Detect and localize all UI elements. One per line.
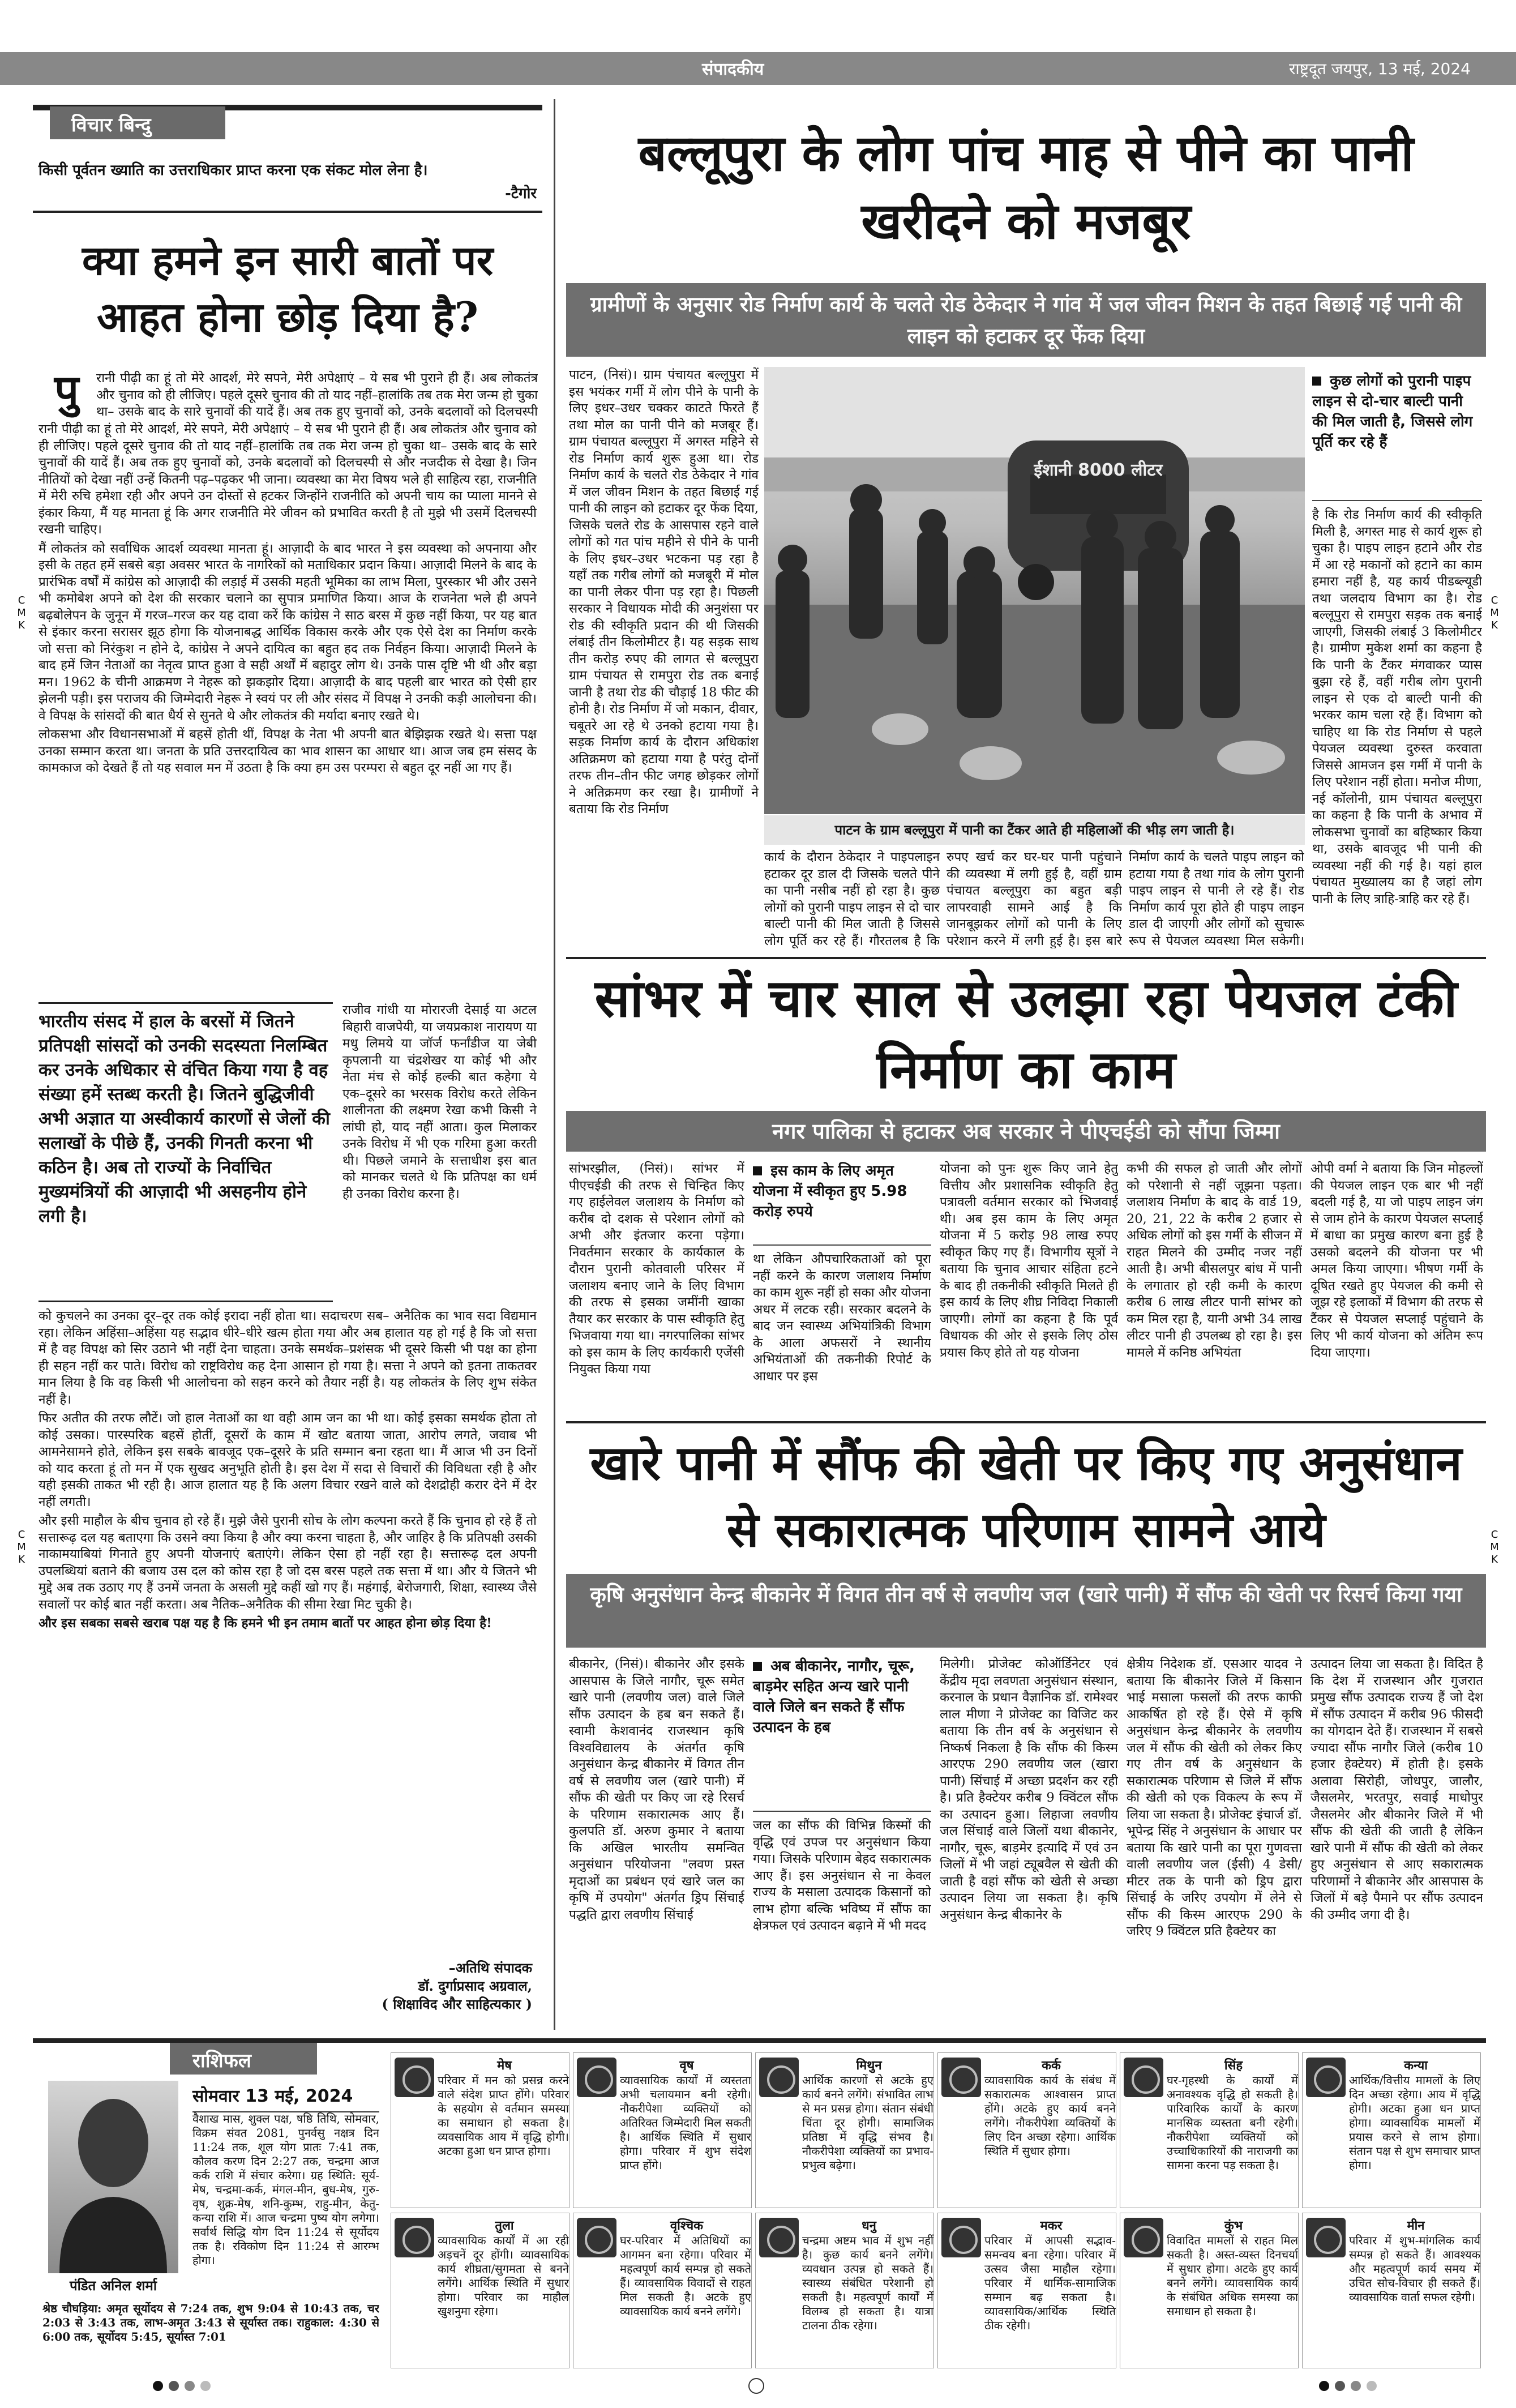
column-divider (554, 99, 555, 2030)
story1-bottom-col-3: निर्माण कार्य के चलते पाइप लाइन को हटाया गया है तथा गांव के लोग पुरानी पाइप लाइन से पानी ले रहे हैं। रोड निर्माण कार्य पूरा होते ही पाइप लाइन डाल दी जाएगी और लोगों को सुचारू रूप से पेयजल व्यवस्था मिल सकेगी। (1129, 850, 1304, 948)
story3-pull-quote: अब बीकानेर, नागौर, चूरू, बाड़मेर सहित अन्य खारे पानी वाले जिले बन सकते हैं सौंफ उत्पादन के हब (753, 1656, 931, 1812)
rashi-text: परिवार में मन को प्रसन्न करने वाले संदेश प्राप्त होंगे। परिवार के सहयोग से वर्तमान समस्या का समाधान हो सकता है। व्यवसायिक आय में वृद्धि होगी। अटका हुआ धन प्राप्त होगा। (438, 2073, 569, 2158)
dot (153, 2381, 163, 2391)
registration-target-icon (748, 2378, 764, 2394)
rashifal-grid (391, 2052, 1486, 2369)
rashi-text: व्यावसायिक कार्यों में आ रही अड़चनें दूर होंगी। व्यावसायिक कार्य शीघ्रता/सुगमता से बनने लगेंगे। आर्थिक स्थिति में सुधार होगा। परिवार का माहौल खुशनुमा रहेगा। (438, 2234, 569, 2318)
story3-col-5: उत्पादन लिया जा सकता है। विदित है कि देश में राजस्थान और गुजरात प्रमुख सौंफ उत्पादक राज्य हैं जो देश में सौंफ उत्पादन में करीब 96 फीसदी का योगदान देते हैं। राजस्थान में सबसे ज्यादा सौंफ नागौर जिले (करीब 10 हजार हेक्टेयर) में होती है। इसके अलावा सिरोही, जोधपुर, जालौर, जैसलमेर, भरतपुर, सवाई माधोपुर जैसलमेर और बीकानेर जिले में भी सौंफ की खेती की जाती है लेकिन खारे पानी में सौंफ की खेती को लेकर हुए अनुसंधान से आए सकारात्मक परिणामों ने बीकानेर और आसपास के जिलों में बड़े पैमाने पर सौंफ उत्पादन की उम्मीद जगा दी है। (1311, 1657, 1483, 1922)
registration-mark-left-top: C M K (17, 594, 26, 631)
rashi-text: घर-गृहस्थी के कार्यों में अनावश्यक वृद्धि हो सकती है। पारिवारिक कार्यों के कारण मानसिक व्यस्तता बनी रहेगी। नौकरीपेशा व्यक्तियों को उच्चाधिकारियों की नाराजगी का सामना करना पड़ सकता है। (1167, 2073, 1298, 2172)
rashi-cell (937, 2052, 1116, 2208)
tanker-scene-illustration (764, 367, 1305, 814)
story1-headline: बल्लूपुरा के लोग पांच माह से पीने का पानी खरीदने को मजबूर (638, 123, 1414, 250)
panchang-text: वैशाख मास, शुक्ल पक्ष, षष्ठि तिथि, सोमवार, विक्रम संवत 2081, पुनर्वसु नक्षत्र दिन 11:24 तक, शूल योग प्रातः 7:41 तक, कौलव करण दिन 2:27 तक, चन्द्रमा आज कर्क राशि में संचार करेगा। ग्रह स्थिति: सूर्य-मेष, चन्द्रमा-कर्क, मंगल-मीन, बुध-मेष, गुरु-वृष, शुक्र-मेष, शनि-कुम्भ, राहु-मीन, केतु-कन्या राशि में। आज चन्द्रमा पुष्य योग लगेगा। सर्वार्थ सिद्धि योग दिन 11:24 से सूर्योदय तक है। रविकोण दिन 11:24 से आरम्भ होगा। (192, 2112, 379, 2267)
rashi-cell (1302, 2213, 1481, 2368)
rashi-name: तुला (495, 2219, 514, 2233)
rashi-cell (755, 2213, 934, 2368)
zodiac-icon (1306, 2218, 1346, 2257)
story2-pull-quote: इस काम के लिए अमृत योजना में स्वीकृत हुए 5.98 करोड़ रुपये (753, 1161, 931, 1246)
divider (33, 211, 542, 213)
registration-mark-left-bottom: C M K (17, 1529, 26, 1566)
rashi-name: मिथुन (856, 2059, 882, 2073)
rashi-cell (1302, 2052, 1481, 2208)
editorial-para-1: रानी पीढ़ी का हूं तो मेरे आदर्श, मेरे सपने, मेरी अपेक्षाएं – ये सब भी पुराने ही हैं। अब लोकतंत्र और चुनाव को ही लीजिए। पहले दूसरे चुनाव की तो याद नहीं–हालांकि तब तक मेरा जन्म हो चुका था– उसके बाद के सारे चुनावों की यादें हैं। अब तक हुए चुनावों को, उनके बदलावों को दिलचस्पी से और नजदीक से देखा है। जिन नीतियों को देखा नहीं उन्हें कितनी पढ़–पढ़कर भी जाना। व्यवस्था का मेरा विषय भले ही साहित्य रहा, राजनीति में मेरी रुचि हमेशा रही और अपने उन दोस्तों से हटकर जिन्होंने राजनीति को अपनी चाय का प्याला मानने से इंकार किया, मैं यह मानता हूं कि अगर राजनीति मेरे जीवन को प्रभावित करती है तो मुझे भी उसमें दिलचस्पी रखनी चाहिए। (38, 422, 537, 537)
rashi-text: चन्द्रमा अष्टम भाव में शुभ नहीं है। कुछ कार्य बनने लगेंगे। व्यवधान उत्पन्न हो सकते हैं। स्वास्थ्य संबंधित परेशानी हो सकती है। महत्वपूर्ण कार्यों में विलम्ब हो सकता है। यात्रा टालना ठीक रहेगा। (802, 2234, 933, 2332)
rashi-name: कन्या (1404, 2059, 1428, 2073)
rashi-text: परिवार में शुभ-मांगलिक कार्य सम्पन्न हो सकते हैं। आवश्यक और महत्वपूर्ण कार्य समय में उचित सोच-विचार ही सकते हैं। व्यावसायिक वार्ता सफल रहेगी। (1349, 2234, 1480, 2304)
story2-col-1: सांभरझील, (निसं)। सांभर में पीएचईडी की तरफ से चिन्हित किए गए हाईलेवल जलाशय के निर्माण को करीब दो दशक से परेशान लोगों को अभी और इंतजार करना पड़ेगा। निवर्तमान सरकार के कार्यकाल के दौरान पुरानी कोतवाली परिसर में जलाशय बनाए जाने के लिए विभाग की तरफ से इसका जमींनी खाका तैयार कर सरकार के पास स्वीकृति हेतु भिजवाया गया था। नगरपालिका सांभर को इस काम के लिए कार्यकारी एजेंसी नियुक्त किया गया (569, 1161, 744, 1376)
signature-name: डॉ. दुर्गाप्रसाद अग्रवाल, (418, 1978, 532, 1994)
editorial-para-5: फिर अतीत की तरफ लौटें। जो हाल नेताओं का था वही आम जन का भी था। कोई इसका समर्थक होता तो कोई उसका। पारस्परिक बहसें होतीं, दूसरों के काम में खोट बताया जाता, आरोप लगते, जवाब भी आमनेसामने होते, लेकिन इस सबके बावजूद एक–दूसरे के प्रति सम्मान बना रहता था। मैं आज भी उन दिनों को याद करता हूं तो मन में एक सुखद अनुभूति होती है। इस देश में सदा से विचारों की विविधता रही है और यही इसकी ताकत भी रही है। आज हालात यह है कि अलग विचार रखने वाले को देशद्रोही करार देने में देर नहीं लगती। (38, 1411, 537, 1509)
bullet-square-icon (1312, 377, 1321, 386)
editorial-side-column: राजीव गांधी या मोरारजी देसाई या अटल बिहारी वाजपेयी, या जयप्रकाश नारायण या मधु लिमये या जॉर्ज फर्नांडीज या जेबी कृपलानी या चंद्रशेखर या कोई भी और नेता मंच से कोई हल्की बात कहेगा ये एक–दूसरे का भरसक विरोध करते लेकिन शालीनता की लक्ष्मण रेखा कभी किसी ने लांघी हो, याद नहीं आता। कुल मिलाकर उनके विरोध में भी एक गरिमा हुआ करती थी। पिछले जमाने के सत्ताधीश इस बात को मानकर चलते थे कि प्रतिपक्ष का धर्म ही उनका विरोध करना है। (342, 1003, 537, 1201)
zodiac-icon (1124, 2058, 1163, 2097)
rashi-name: कुंभ (1224, 2219, 1243, 2233)
story2-col-5: ओपी वर्मा ने बताया कि जिन मोहल्लों की पेयजल लाइन एक बार भी नहीं बदली गई है, या जो पाइप लाइन जंग से जाम होने के कारण पेयजल सप्लाई में बाधा का प्रमुख कारण बना हुई है उसको बदलने की योजना पर भी अमल किया जाएगा। भीषण गर्मी के दूषित रखते हुए पेयजल की कमी से जूझ रहे इलाकों में विभाग की तरफ से टैंकर से पेयजल सप्लाई पहुंचाने के लिए भी कार्य योजना को अंतिम रूप दिया जाएगा। (1311, 1161, 1483, 1360)
color-dots-left (153, 2381, 216, 2393)
editorial-pull-quote: भारतीय संसद में हाल के बरसों में जितने प्रतिपक्षी सांसदों को उनकी सदस्यता निलम्बित कर उनके अधिकार से वंचित किया गया है वह संख्या हमें स्तब्ध करती है। जितने बुद्धिजीवी अभी अज्ञात या अस्वीकार्य कारणों से जेलों की सलाखों के पीछे हैं, उनकी गिनती करना भी कठिन है। अब तो राज्यों के निर्वाचित मुख्यमंत्रियों की आज़ादी भी असहनीय होने लगी है। (38, 1002, 333, 1302)
astrologer-name: पंडित अनिल शर्मा (69, 2278, 157, 2294)
rashi-name: धनु (862, 2219, 876, 2233)
signature-title: ( शिक्षाविद और साहित्यकार ) (382, 1996, 532, 2012)
section-bar (0, 52, 1516, 85)
section-title: संपादकीय (702, 59, 764, 79)
auspicious-times: श्रेष्ठ चौघड़िया: अमृत सूर्योदय से 7:24 तक, शुभ 9:04 से 10:43 तक, चर 2:03 से 3:43 तक, लाभ-अमृत 3:43 से सूर्यास्त तक। राहुकाल: 4:30 से 6:00 तक, सूर्योदय 5:45, सूर्यास्त 7:01 (42, 2302, 379, 2343)
story1-bottom-col-1: कार्य के दौरान ठेकेदार ने पाइपलाइन हटाकर दूर डाल दी जिसके चलते पीने का पानी नसीब नहीं हो रहा है। कुछ लोगों को पुरानी पाइप लाइन से दो चार बाल्टी पानी की मिल जाती है जिससे लोग पूर्ति कर रहे हैं। गौरतलब है कि (764, 850, 940, 948)
dot (1351, 2381, 1361, 2391)
editorial-para-2: मैं लोकतंत्र को सर्वाधिक आदर्श व्यवस्था मानता हूं। आज़ादी के बाद भारत ने इस व्यवस्था को अपनाया और इसी के तहत हमें सबसे बड़ा अवसर भारत के नागरिकों को मताधिकार प्रदान किया। आज़ादी मिलने के बाद के प्रारंभिक वर्षों में कांग्रेस को आज़ादी की लड़ाई में उसकी महती भूमिका का लाभ मिला, पुरस्कार भी और उसने भी कमोबेश अपने को देश की सरकार चलाने का सुपात्र प्रमाणित किया। आज के राजनेता भले ही अपने बढ़बोलेपन के जुनून में गरज–गरज कर यह दावा करें कि कांग्रेस ने साठ बरस में कुछ नहीं किया, पर यह बात से इंकार करना सरासर झूठ होगा कि योजनाबद्ध आर्थिक विकास करके और एक ऐसे देश का निर्माण करके जो सत्ता को निरंकुश न होने दे, कांग्रेस ने अपने दायित्व का बहुत हद तक निर्वहन किया। आज़ादी मिलने के बाद हमें जिन नेताओं का नेतृत्व प्राप्त हुआ वे सही अर्थों में बहादुर लोग थे। उनके पास दृष्टि भी थी और बड़ा मन। 1962 के चीनी आक्रमण ने नेहरू को झकझोर दिया। आज़ादी के बाद पहली बार भारत को ऐसी हार झेलनी पड़ी। इस पराजय की जिम्मेदारी नेहरू ने स्वयं पर ली और संसद में विपक्ष ने उनकी कड़ी आलोचना की। वे विपक्ष के सांसदों की बात धैर्य से सुनते थे और लोकतंत्र की मर्यादा बनाए रखते थे। (38, 541, 537, 723)
story3-deck: कृषि अनुसंधान केन्द्र बीकानेर में विगत तीन वर्ष से लवणीय जल (खारे पानी) में सौंफ की खेती पर रिसर्च किया गया (566, 1574, 1486, 1648)
rashi-cell (573, 2052, 752, 2208)
zodiac-icon (941, 2058, 981, 2097)
vichar-tab: विचार बिन्दु (50, 106, 225, 139)
divider (33, 2038, 1486, 2043)
page-date: राष्ट्रदूत जयपुर, 13 मई, 2024 (1288, 59, 1471, 78)
editorial-para-4: को कुचलने का उनका दूर–दूर तक कोई इरादा नहीं होता था। सदाचरण सब– अनैतिक का भाव सदा विद्यमान रहा। लेकिन अहिंसा–अहिंसा यह सद्भाव धीरे–धीरे खत्म होता गया और अब हालात यह हो गई है कि जो सत्ता में है वह विपक्ष को सिर उठाने भी नहीं देना चाहता। उनके समर्थक–प्रशंसक भी दूसरे किसी भी पक्ष का होना ही सहन नहीं कर पाते। विरोध को राष्ट्रविरोध कह देना आसान हो गया है। सत्ता ने अपने को इतना ताकतवर मान लिया है कि वह किसी भी आलोचना को सहन करने को तैयार नहीं है। यह लोकतंत्र के लिए शुभ संकेत नहीं है। (38, 1308, 537, 1407)
signature-role: –अतिथि संपादक (448, 1960, 532, 1976)
story1-pull-quote: कुछ लोगों को पुरानी पाइप लाइन से दो-चार बाल्टी पानी की मिल जाती है, जिससे लोग पूर्ति कर रहे हैं (1312, 371, 1482, 501)
story1-deck: ग्रामीणों के अनुसार रोड निर्माण कार्य के चलते रोड ठेकेदार ने गांव में जल जीवन मिशन के तहत बिछाई गई पानी की लाइन को हटाकर दूर फेंक दिया (566, 283, 1486, 357)
story2-col-4: कभी की सफल हो जाती और लोगों को परेशानी से नहीं जूझना पड़ता। जलाशय निर्माण के बाद के वार्ड 19, 20, 21, 22 के करीब 2 हजार से अधिक लोगों को इस गर्मी के सीजन में राहत मिलने की उम्मीद नजर नहीं आती है। अभी बीसलपुर बांध में पानी के लगातार हो रही कमी के कारण करीब 6 लाख लीटर पानी सांभर को कम मिल रहा है, यानी अभी 34 लाख लीटर पानी ही उपलब्ध हो रहा है। इस मामले में कनिष्ठ अभियंता (1127, 1161, 1302, 1360)
rashi-cell (1120, 2213, 1299, 2368)
story1-col-4: है कि रोड निर्माण कार्य की स्वीकृति मिली है, अगस्त माह से कार्य शुरू हो चुका है। पाइप लाइन हटाने और रोड में आ रहे मकानों को हटाने का काम हमारा नहीं है, यह कार्य पीडब्ल्यूडी तथा जलदाय विभाग का है। रोड बल्लूपुरा से रामपुरा सड़क तक बनाई जाएगी, जिसकी लंबाई 3 किलोमीटर है। ग्रामीण मुकेश शर्मा का कहना है कि पानी के टैंकर मंगवाकर प्यास बुझा रहे हैं, वहीं गरीब लोग पुरानी लाइन से एक दो बाल्टी पानी की भरकर काम चला रहे हैं। विभाग को चाहिए था कि रोड निर्माण से पहले पेयजल व्यवस्था दुरुस्त करवाता जिससे आमजन इस गर्मी में पानी के लिए परेशान नहीं होता। मनोज मीणा, नई कॉलोनी, ग्राम पंचायत बल्लूपुरा का कहना है कि पानी के अभाव में लोकसभा चुनावों का बहिष्कार किया था, उसके बावजूद भी पानी की व्यवस्था नहीं की गई है। यहां हाल पंचायत मुख्यालय का है जहां लोग पानी के लिए त्राहि-त्राहि कर रहे हैं। (1312, 507, 1482, 906)
rashi-name: वृष (679, 2059, 694, 2073)
divider (566, 1421, 1486, 1423)
story2-col-3: योजना को पुनः शुरू किए जाने हेतु वित्तीय और प्रशासनिक स्वीकृति हेतु पत्रावली वर्तमान सरकार को भिजवाई थी। अब इस काम के लिए अमृत योजना में 5 करोड़ 98 लाख रुपए स्वीकृत किए गए हैं। विभागीय सूत्रों ने बताया कि चुनाव आचार संहिता हटने के बाद ही तकनीकी स्वीकृति मिलते ही इस कार्य के लिए शीघ्र निविदा निकाली जाएगी। लोगों का कहना है कि पूर्व विधायक की ओर से इसके लिए ठोस प्रयास किए होते तो यह योजना (940, 1161, 1118, 1360)
rashi-text: आर्थिक कारणों से अटके हुए कार्य बनने लगेंगे। संभावित लाभ से मन प्रसन्न होगा। संतान संबंधी चिंता दूर होगी। सामाजिक प्रतिष्ठा में वृद्धि संभव है। नौकरीपेशा व्यक्तियों का प्रभाव-प्रभुत्व बढ़ेगा। (802, 2073, 933, 2172)
tanker-label: ईशानी 8000 लीटर (1034, 460, 1163, 480)
editorial-para-1a: रानी पीढ़ी का हूं तो मेरे आदर्श, मेरे सपने, मेरी अपेक्षाएं – ये सब भी पुराने ही हैं। अब लोकतंत्र और चुनाव को ही लीजिए। पहले दूसरे चुनाव की तो याद नहीं–हालांकि तब तक मेरा जन्म हो चुका था– उसके बाद के सारे चुनावों की यादें हैं। अब तक हुए चुनावों को, उनके बदलावों को दिलचस्पी (96, 371, 538, 419)
rashi-cell (391, 2052, 569, 2208)
rashi-text: विवादित मामलों से राहत मिल सकती है। अस्त-व्यस्त दिनचर्या में सुधार होगा। अटके हुए कार्य बनने लगेंगे। व्यावसायिक कार्य के संबंधित अधिक समस्या का समाधान हो सकता है। (1167, 2234, 1298, 2318)
story3-col-4: क्षेत्रीय निदेशक डॉ. एसआर यादव ने बताया कि बीकानेर जिले में किसान भाई मसाला फसलों की तरफ काफी आकर्षित हो रहे हैं। ऐसे में कृषि अनुसंधान केन्द्र बीकानेर के लवणीय जल में सौंफ की खेती को लेकर किए गए तीन वर्ष के अनुसंधान के सकारात्मक परिणाम से जिले में सौंफ की खेती को एक विकल्प के रूप में लिया जा सकता है। प्रोजेक्ट इंचार्ज डॉ. भूपेन्द्र सिंह ने अनुसंधान के आधार पर बताया कि खारे पानी का पूरा गुणवत्ता वाली लवणीय जल (ईसी) 4 डेसी/मीटर तक के पानी को ड्रिप द्वारा सिंचाई के जरिए उपयोग में लेने से सौंफ की किस्म आरएफ 290 के जरिए 9 क्विंटल प्रति हैक्टेयर का (1127, 1657, 1302, 1939)
dot (200, 2381, 211, 2391)
story2-col-2: था लेकिन औपचारिकताओं को पूरा नहीं करने के कारण जलाशय निर्माण का काम शुरू नहीं हो सका और योजना अधर में लटक रही। सरकार बदलने के बाद जन स्वास्थ्य अभियांत्रिकी विभाग के आला अफसरों ने स्थानीय अभियंताओं की तकनीकी रिपोर्ट के आधार पर इस (753, 1252, 931, 1384)
story3-col-3: मिलेगी। प्रोजेक्ट कोऑर्डिनेटर एवं केंद्रीय मृदा लवणता अनुसंधान संस्थान, करनाल के प्रधान वैज्ञानिक डॉ. रामेश्वर लाल मीणा ने प्रोजेक्ट का विजिट कर बताया कि तीन वर्ष के अनुसंधान से निष्कर्ष निकला है कि सौंफ की किस्म आरएफ 290 लवणीय जल (खारा पानी) सिंचाई में अच्छा प्रदर्शन कर रही है। प्रति हैक्टेयर करीब 9 क्विंटल सौंफ का उत्पादन हुआ। लिहाजा लवणीय जल सिंचाई वाले जिलों यथा बीकानेर, नागौर, चूरू, बाड़मेर इत्यादि में एवं उन जिलों में भी जहां ट्यूबवैल से खेती की जाती है वहां सौंफ को खेती से अच्छा उत्पादन लिया जा सकता है। कृषि अनुसंधान केन्द्र बीकानेर के (940, 1657, 1118, 1922)
zodiac-icon (1306, 2058, 1346, 2097)
editorial-headline: क्या हमने इन सारी बातों पर आहत होना छोड़ दिया है? (82, 236, 494, 341)
dot (1319, 2381, 1329, 2391)
zodiac-icon (577, 2218, 616, 2257)
drop-cap: पु (54, 365, 79, 416)
registration-mark-right-top: C M K (1490, 594, 1499, 631)
dot (169, 2381, 179, 2391)
rashi-name: वृश्चिक (670, 2219, 704, 2233)
rashifal-date: सोमवार 13 मई, 2024 (192, 2084, 379, 2112)
water-tanker-photo (764, 367, 1305, 814)
editorial-body-2 (38, 1308, 537, 2038)
rashi-name: मकर (1040, 2219, 1063, 2233)
rashi-text: व्यावसायिक कार्यों में व्यस्तता अभी चलायमान बनी रहेगी। नौकरीपेशा व्यक्तियों को अतिरिक्त जिम्मेदारी मिल सकती है। आर्थिक स्थिति में सुधार होगा। परिवार में शुभ संदेश प्राप्त होंगे। (620, 2073, 751, 2172)
rashifal-tab: राशिफल (170, 2043, 317, 2075)
vichar-quote: किसी पूर्वतन ख्याति का उत्तराधिकार प्राप्त करना एक संकट मोल लेना है। (38, 162, 428, 179)
rashi-cell (1120, 2052, 1299, 2208)
zodiac-icon (577, 2058, 616, 2097)
editorial-para-3: लोकसभा और विधानसभाओं में बहसें होती थीं, विपक्ष के नेता भी अपनी बात बेझिझक रखते थे। सत्ता पक्ष उनका सम्मान करता था। जनता के प्रति उत्तरदायित्व का भाव शासन का आधार था। आज जब हम संसद के कामकाज को देखते हैं तो यह सवाल मन में उठता है कि क्या हम उस परम्परा से बहुत दूर नहीं आ गए हैं। (38, 727, 537, 775)
photo-caption: पाटन के ग्राम बल्लूपुरा में पानी का टैंकर आते ही महिलाओं की भीड़ लग जाती है। (764, 815, 1305, 845)
story2-deck: नगर पालिका से हटाकर अब सरकार ने पीएचईडी को सौंपा जिम्मा (566, 1111, 1486, 1152)
story1-bottom-col-2: रुपए खर्च कर घर-घर पानी पहुंचाने की व्यवस्था में लगी हुई है, वहीं ग्राम पंचायत बल्लूपुरा का बहुत बड़ी लापरवाही सामने आई है कि जानबूझकर लोगों को पानी के लिए परेशान करने में लगी हुई है। इस बारे (947, 850, 1122, 948)
rashi-cell (391, 2213, 569, 2368)
rashi-name: मेष (497, 2059, 512, 2073)
rashi-text: परिवार में आपसी सद्भाव-समन्वय बना रहेगा। परिवार में उत्सव जैसा माहौल रहेगा। परिवार में धार्मिक-सामाजिक सम्मान बढ़ सकता है। व्यावसायिक/आर्थिक स्थिति ठीक रहेगी। (984, 2234, 1116, 2332)
zodiac-icon (395, 2058, 434, 2097)
rashi-cell (755, 2052, 934, 2208)
editorial-para-6: और इसी माहौल के बीच चुनाव हो रहे हैं। मुझे जैसे पुरानी सोच के लोग कल्पना करते हैं कि चुनाव हो रहे हैं तो सत्तारूढ़ दल यह बताएगा कि उसने क्या किया है और क्या करना चाहता है, और जाहिर है कि प्रतिपक्षी उसकी नाकामयाबियां गिनाते हुए अपनी योजनाएं बताएंगे। लेकिन ऐसा हो नहीं रहा है। सत्तारूढ़ दल अपनी उपलब्धियां बताने की बजाय उस दल को कोस रहा है जो दस बरस पहले तक सत्ता में था। और ये जितने भी मुद्दे अब तक उठाए गए हैं उनमें जनता के असली मुद्दे कहीं खो गए हैं। महंगाई, बेरोजगारी, शिक्षा, स्वास्थ्य जैसे सवालों पर कोई बात नहीं करता। अब नैतिक–अनैतिक की सीमा रेखा मिट चुकी है। (38, 1513, 537, 1612)
color-dots-right (1319, 2381, 1382, 2393)
rashi-text: व्यावसायिक कार्य के संबंध में सकारात्मक आश्वासन प्राप्त होंगे। अटके हुए कार्य बनने लगेंगे। नौकरीपेशा व्यक्तियों के लिए दिन अच्छा रहेगा। आर्थिक स्थिति में सुधार होगा। (984, 2073, 1116, 2158)
zodiac-icon (941, 2218, 981, 2257)
zodiac-icon (759, 2058, 799, 2097)
zodiac-icon (759, 2218, 799, 2257)
registration-mark-right-bottom: C M K (1490, 1529, 1499, 1566)
editorial-para-7: और इस सबका सबसे खराब पक्ष यह है कि हमने भी इन तमाम बातों पर आहत होना छोड़ दिया है! (38, 1616, 492, 1631)
astrologer-photo (48, 2081, 178, 2273)
rashi-text: आर्थिक/वित्तीय मामलों के लिए दिन अच्छा रहेगा। आय में वृद्धि होगी। अटका हुआ धन प्राप्त होगा। व्यावसायिक मामलों में प्रयास करने से लाभ होगा। संतान पक्ष से शुभ समाचार प्राप्त होगा। (1349, 2073, 1480, 2172)
divider (566, 957, 1486, 959)
person-silhouette-icon (48, 2081, 178, 2273)
rashi-name: कर्क (1042, 2059, 1061, 2073)
bullet-square-icon (753, 1166, 762, 1175)
story3-col-2: जल का सौंफ की विभिन्न किस्मों की वृद्धि एवं उपज पर अनुसंधान किया गया। जिसके परिणाम बेहद सकारात्मक आए हैं। इस अनुसंधान से ना केवल राज्य के मसाला उत्पादक किसानों को लाभ होगा बल्कि भविष्य में सौंफ का क्षेत्रफल एवं उत्पादन बढ़ाने में भी मदद (753, 1818, 931, 1933)
story3-headline: खारे पानी में सौंफ की खेती पर किए गए अनुसंधान से सकारात्मक परिणाम सामने आये (590, 1435, 1462, 1558)
rashi-text: घर-परिवार में अतिथियों का आगमन बना रहेगा। परिवार में महत्वपूर्ण कार्य सम्पन्न हो सकते हैं। व्यावसायिक विवादों से राहत मिल सकती है। अटके हुए व्यावसायिक कार्य बनने लगेंगे। (620, 2234, 751, 2318)
dot (1367, 2381, 1377, 2391)
rashi-cell (937, 2213, 1116, 2368)
zodiac-icon (1124, 2218, 1163, 2257)
editorial-signature (317, 1959, 532, 2013)
rashi-name: सिंह (1224, 2059, 1243, 2073)
story2-headline: सांभर में चार साल से उलझा रहा पेयजल टंकी निर्माण का काम (594, 968, 1458, 1100)
dot (185, 2381, 195, 2391)
rashi-name: मीन (1407, 2219, 1425, 2233)
story3-col-1: बीकानेर, (निसं)। बीकानेर और इसके आसपास के जिले नागौर, चूरू समेत खारे पानी (लवणीय जल) वाले जिले सौंफ उत्पादन के हब बन सकते हैं। स्वामी केशवानंद राजस्थान कृषि विश्वविद्यालय के अंतर्गत कृषि अनुसंधान केन्द्र बीकानेर में विगत तीन वर्ष से लवणीय जल (खारे पानी) में सौंफ की खेती पर किए जा रहे रिसर्च के परिणाम सकारात्मक आए हैं। कुलपति डॉ. अरुण कुमार ने बताया कि अखिल भारतीय समन्वित अनुसंधान परियोजना "लवण प्रस्त मृदाओं का प्रबंधन एवं खारे जल का कृषि में उपयोग" अंतर्गत ड्रिप सिंचाई पद्धति द्वारा लवणीय सिंचाई (569, 1657, 744, 1922)
dot (1335, 2381, 1345, 2391)
vichar-author: -टैगोर (505, 185, 537, 202)
bullet-square-icon (753, 1662, 762, 1671)
editorial-body-1 (38, 421, 537, 999)
rashi-cell (573, 2213, 752, 2368)
zodiac-icon (395, 2218, 434, 2257)
story1-col-1: पाटन, (निसं)। ग्राम पंचायत बल्लूपुरा में इस भयंकर गर्मी में लोग पीने के पानी के लिए इधर–उधर चक्कर काटते फिरते हैं तथा मोल का पानी पीने को मजबूर हैं। ग्राम पंचायत बल्लूपुरा में अगस्त महिने से रोड निर्माण कार्य शुरू हुआ था। रोड निर्माण कार्य के चलते रोड ठेकेदार ने गांव में जल जीवन मिशन के तहत बिछाई गई पानी की लाइन को हटाकर दूर फेंक दिया, जिसके चलते रोड के आसपास रहने वाले लोगों को गत पांच महीने से पीने के पानी के लिए इधर–उधर भटकना पड़ रहा है यहाँ तक गरीब लोगों को मजबूरी में मोल का पानी लेकर पीना पड़ रहा है। पिछली सरकार ने विधायक मोदी की अनुशंसा पर रोड की स्वीकृति प्रदान की थी जिसकी लंबाई तीन किलोमीटर है। यह सड़क साथ तीन करोड़ रुपए की लागत से बल्लूपुरा ग्राम पंचायत से रामपुरा रोड तक बनाई जानी है तथा रोड की चौड़ाई 18 फीट की होनी है। रोड निर्माण में जो मकान, दीवार, चबूतरे आ रहे थे उनको हटाया गया है। सड़क निर्माण कार्य के दौरान अधिकांश अतिक्रमण को हटाया गया है परंतु दोनों तरफ तीन–तीन फीट जगह छोड़कर लोगों ने अतिक्रमण कर रखा है। ग्रामीणों ने बताया कि रोड निर्माण (569, 367, 759, 816)
